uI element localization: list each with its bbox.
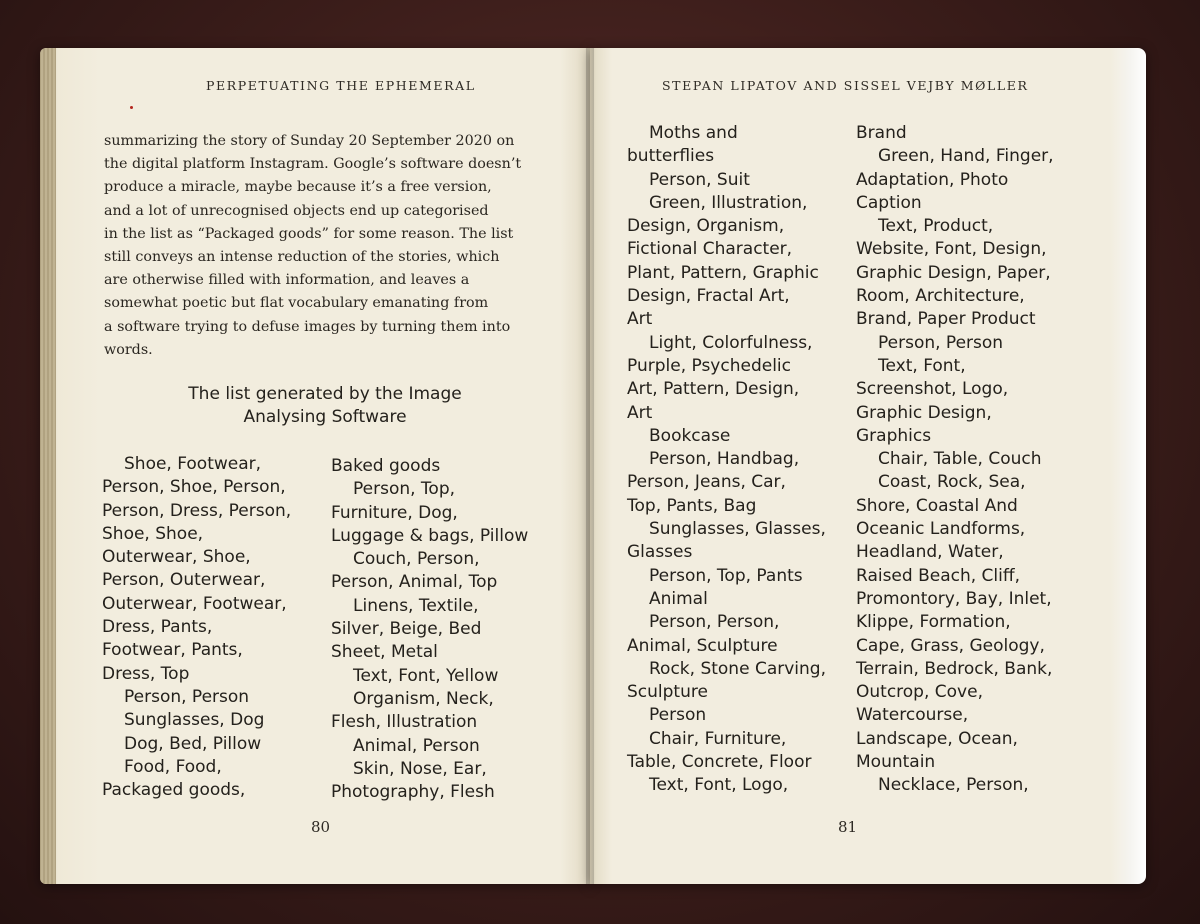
- paragraph-line: are otherwise filled with information, and leaves a: [104, 272, 470, 289]
- list-entry: Screenshot, Logo,: [856, 379, 1009, 400]
- list-entry: Text, Font, Yellow: [353, 665, 499, 686]
- list-entry: Plant, Pattern, Graphic: [627, 262, 819, 283]
- list-entry: Art: [627, 402, 653, 423]
- right-list-column-2: [856, 122, 1054, 798]
- list-entry: Necklace, Person,: [878, 775, 1029, 796]
- list-entry: Moths and: [649, 123, 738, 143]
- list-entry: Website, Font, Design,: [856, 239, 1047, 260]
- list-entry: Table, Concrete, Floor: [627, 752, 812, 773]
- paragraph-line: somewhat poetic but flat vocabulary emanating from: [104, 295, 489, 312]
- ink-speck: [130, 106, 133, 109]
- list-entry: Luggage & bags, Pillow: [331, 525, 529, 546]
- list-entry: Cape, Grass, Geology,: [856, 635, 1045, 656]
- list-entry: Shoe, Shoe,: [102, 523, 204, 544]
- list-entry: Sheet, Metal: [331, 642, 438, 663]
- book-gutter: [586, 48, 594, 884]
- list-entry: Design, Organism,: [627, 216, 785, 237]
- right-list-column-1: [627, 122, 826, 798]
- list-entry: Terrain, Bedrock, Bank,: [856, 658, 1053, 679]
- page-number-right: 81: [838, 818, 858, 836]
- list-entry: Light, Colorfulness,: [649, 332, 813, 353]
- list-entry: Sunglasses, Glasses,: [649, 519, 826, 540]
- list-entry: Klippe, Formation,: [856, 612, 1011, 633]
- list-entry: Text, Product,: [878, 216, 994, 237]
- list-entry: Sunglasses, Dog: [124, 710, 265, 731]
- list-entry: Person, Outerwear,: [102, 570, 266, 591]
- list-entry: Shoe, Footwear,: [124, 454, 262, 474]
- list-entry: Raised Beach, Cliff,: [856, 565, 1020, 586]
- list-entry: Animal, Person: [353, 735, 480, 756]
- list-entry: Outerwear, Shoe,: [102, 547, 251, 568]
- list-entry: Rock, Stone Carving,: [649, 658, 826, 679]
- paragraph-line: summarizing the story of Sunday 20 September 2020 on: [104, 133, 515, 149]
- paragraph-line: words.: [104, 341, 153, 358]
- list-entry: Art, Pattern, Design,: [627, 379, 800, 400]
- list-entry: Design, Fractal Art,: [627, 286, 790, 307]
- list-entry: Organism, Neck,: [353, 688, 494, 709]
- list-entry: Person, Dress, Person,: [102, 500, 292, 521]
- list-entry: Green, Illustration,: [649, 192, 808, 213]
- list-entry: Chair, Furniture,: [649, 728, 787, 749]
- list-entry: Person, Person: [878, 332, 1004, 353]
- list-entry: Person, Person,: [649, 612, 780, 633]
- list-entry: Top, Pants, Bag: [627, 495, 757, 516]
- list-entry: Baked goods: [331, 456, 441, 476]
- list-entry: Person, Jeans, Car,: [627, 472, 786, 493]
- list-heading-line: Analysing Software: [243, 407, 407, 427]
- paragraph-line: the digital platform Instagram. Google’s software doesn’t: [104, 156, 522, 173]
- body-paragraph: [104, 130, 549, 362]
- list-entry: Purple, Psychedelic: [627, 355, 791, 376]
- left-list-column-2: [331, 455, 528, 804]
- list-entry: Food, Food,: [124, 756, 222, 777]
- list-entry: Text, Font,: [878, 355, 966, 376]
- list-entry: Footwear, Pants,: [102, 640, 243, 661]
- list-entry: Coast, Rock, Sea,: [878, 472, 1026, 493]
- list-entry: Graphic Design,: [856, 402, 992, 423]
- list-entry: Silver, Beige, Bed: [331, 619, 482, 640]
- paragraph-line: produce a miracle, maybe because it’s a free version,: [104, 179, 492, 196]
- list-entry: Flesh, Illustration: [331, 712, 478, 733]
- page-number-left: 80: [311, 818, 331, 836]
- list-entry: Brand: [856, 123, 907, 143]
- list-entry: Green, Hand, Finger,: [878, 146, 1054, 167]
- list-entry: Person, Top, Pants: [649, 565, 803, 586]
- list-entry: butterflies: [627, 146, 715, 167]
- paragraph-line: still conveys an intense reduction of the stories, which: [104, 249, 500, 266]
- list-entry: Bookcase: [649, 425, 731, 446]
- list-entry: Text, Font, Logo,: [649, 775, 789, 796]
- paragraph-line: and a lot of unrecognised objects end up categorised: [104, 202, 489, 219]
- list-entry: Dress, Pants,: [102, 617, 213, 638]
- left-list-column-1: [102, 453, 291, 802]
- list-entry: Graphic Design, Paper,: [856, 262, 1051, 283]
- list-entry: Skin, Nose, Ear,: [353, 758, 487, 779]
- running-head-left: PERPETUATING THE EPHEMERAL: [206, 78, 476, 93]
- list-entry: Furniture, Dog,: [331, 502, 458, 523]
- list-entry: Shore, Coastal And: [856, 495, 1018, 516]
- list-entry: Dress, Top: [102, 663, 190, 684]
- list-heading-line: The list generated by the Image: [188, 384, 462, 404]
- list-entry: Person: [649, 705, 707, 726]
- list-entry: Caption: [856, 192, 922, 213]
- list-entry: Art: [627, 309, 653, 330]
- list-entry: Glasses: [627, 542, 693, 563]
- list-entry: Person, Shoe, Person,: [102, 477, 286, 498]
- page-block-edge: [40, 48, 56, 884]
- list-entry: Outcrop, Cove,: [856, 682, 983, 703]
- list-entry: Fictional Character,: [627, 239, 793, 260]
- running-head-right: STEPAN LIPATOV AND SISSEL VEJBY MØLLER: [662, 78, 1029, 93]
- list-entry: Dog, Bed, Pillow: [124, 733, 262, 754]
- list-entry: Person, Suit: [649, 169, 750, 190]
- paragraph-line: a software trying to defuse images by turning them into: [104, 318, 511, 335]
- paragraph-line: in the list as “Packaged goods” for some reason. The list: [104, 225, 514, 242]
- list-entry: Packaged goods,: [102, 780, 246, 801]
- list-entry: Graphics: [856, 425, 932, 446]
- list-heading: [160, 383, 490, 429]
- list-entry: Outerwear, Footwear,: [102, 593, 287, 614]
- list-entry: Chair, Table, Couch: [878, 449, 1042, 470]
- list-entry: Animal, Sculpture: [627, 635, 778, 656]
- list-entry: Landscape, Ocean,: [856, 728, 1018, 749]
- list-entry: Room, Architecture,: [856, 286, 1025, 307]
- list-entry: Watercourse,: [856, 705, 969, 726]
- list-entry: Brand, Paper Product: [856, 309, 1036, 330]
- list-entry: Linens, Textile,: [353, 595, 479, 616]
- list-entry: Promontory, Bay, Inlet,: [856, 588, 1052, 609]
- list-entry: Sculpture: [627, 682, 708, 703]
- list-entry: Couch, Person,: [353, 549, 480, 570]
- list-entry: Animal: [649, 588, 708, 609]
- list-entry: Person, Animal, Top: [331, 572, 498, 593]
- list-entry: Person, Person: [124, 686, 250, 707]
- list-entry: Person, Top,: [353, 479, 456, 500]
- list-entry: Photography, Flesh: [331, 782, 495, 803]
- list-entry: Adaptation, Photo: [856, 169, 1009, 190]
- list-entry: Oceanic Landforms,: [856, 519, 1026, 540]
- list-entry: Headland, Water,: [856, 542, 1004, 563]
- list-entry: Mountain: [856, 752, 936, 773]
- list-entry: Person, Handbag,: [649, 449, 800, 470]
